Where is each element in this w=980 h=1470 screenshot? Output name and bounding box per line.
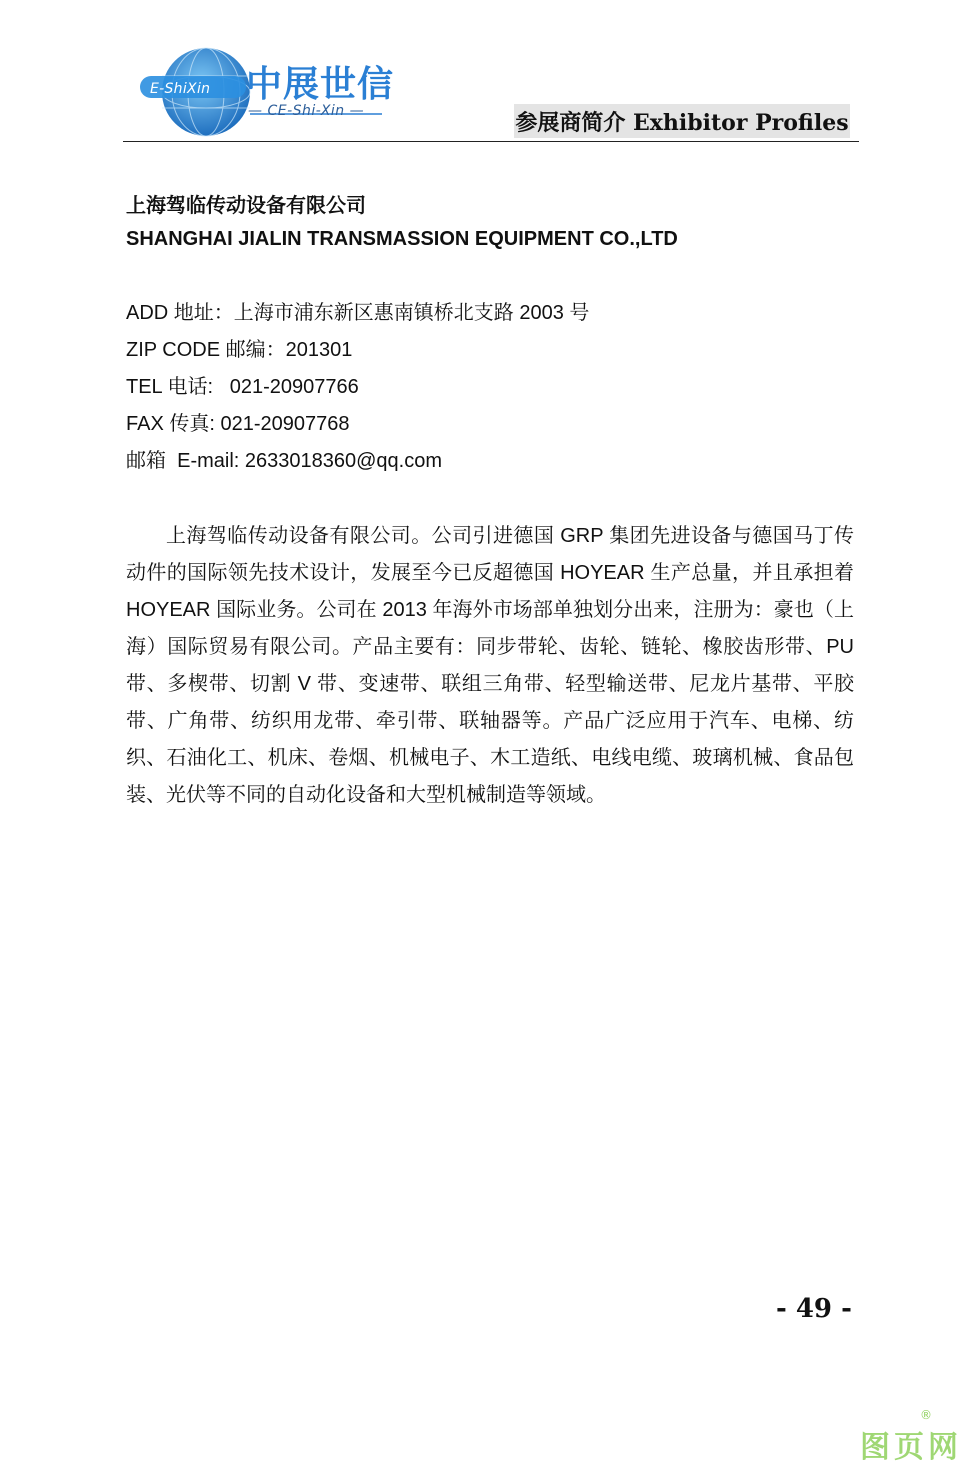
company-description: 上海驾临传动设备有限公司。公司引进德国 GRP 集团先进设备与德国马丁传动件的国际领先技术设计，发展至今已反超德国 HOYEAR 生产总量，并且承担着 HOYEAR 国际业务。公司在 2013 年海外市场部单独划分出来，注册为：豪也（上海）国际贸易有限公司。产品主要有：同步带轮、齿轮、链轮、橡胶齿形带、PU 带、多楔带、切割 V 带、变速带、联组三角带、轻型输送带、尼龙片基带、平胶带、广角带、纺织用龙带、牵引带、联轴器等。产品广泛应用于汽车、电梯、纺织、石油化工、机床、卷烟、机械电子、木工造纸、电线电缆、玻璃机械、食品包装、光伏等不同的自动化设备和大型机械制造等领域。 [126,525,854,806]
watermark-text: 图页网 [860,1430,962,1465]
fax-line: FAX 传真: 021-20907768 [126,413,350,435]
company-name-en: SHANGHAI JIALIN TRANSMASSION EQUIPMENT CO.,LTD [126,228,678,250]
logo-brand-subtitle: — CE-Shi-Xin — [248,103,365,119]
contact-block [126,300,589,485]
zip-line: ZIP CODE 邮编：201301 [126,339,353,361]
tel-line: TEL 电话: 021-20907766 [126,376,359,398]
header-divider [123,141,859,142]
section-title: 参展商简介 Exhibitor Profiles [514,104,850,138]
address-line: ADD 地址：上海市浦东新区惠南镇桥北支路 2003 号 [126,302,590,324]
logo-brand-name: 中展世信 [246,64,395,105]
email-line: 邮箱 E-mail: 2633018360@qq.com [126,450,443,472]
registered-mark: ® [920,1408,932,1422]
logo-globe-text: E-ShiXin [150,81,211,97]
company-name-cn: 上海驾临传动设备有限公司 [126,193,366,217]
page-number: - 49 - [776,1294,852,1324]
